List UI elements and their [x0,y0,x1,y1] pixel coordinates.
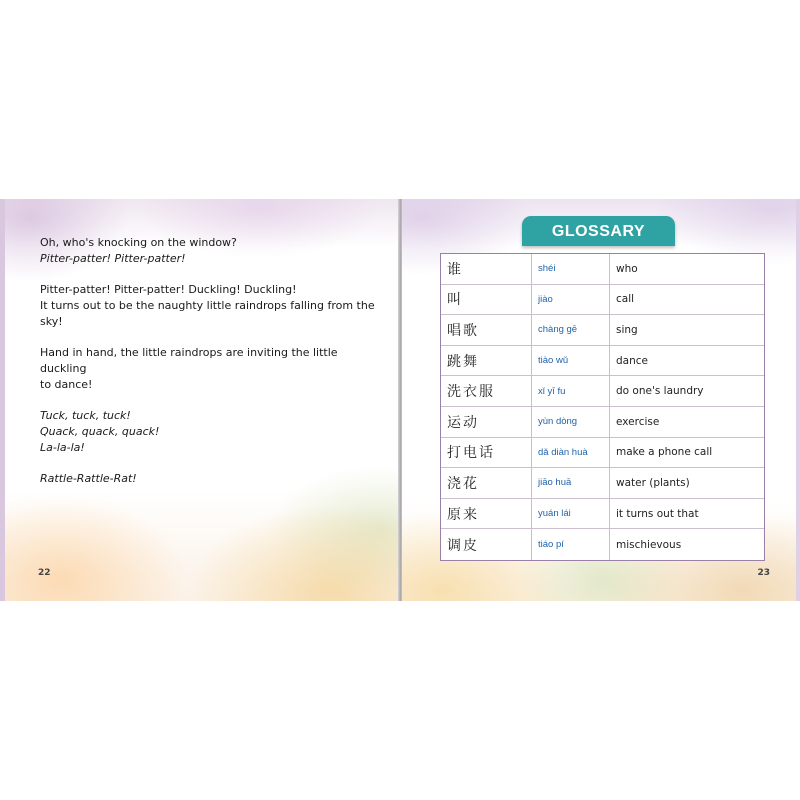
page-number: 23 [757,568,770,578]
glossary-english: it turns out that [609,499,764,529]
glossary-hanzi: 跳舞 [447,353,479,370]
glossary-pinyin: dǎ diàn huà [531,438,609,468]
glossary-row [441,376,764,407]
glossary-pinyin: xǐ yī fu [531,376,609,406]
story-line: Oh, who's knocking on the window? [40,236,237,249]
glossary-english: dance [609,346,764,376]
glossary-pinyin: yuán lái [531,499,609,529]
glossary-row [441,529,764,560]
book-spread [0,199,800,601]
glossary-hanzi: 浇花 [447,475,479,492]
glossary-hanzi: 运动 [447,414,479,431]
glossary-english: sing [609,315,764,345]
page-number: 22 [38,568,51,578]
glossary-pinyin: chàng gē [531,315,609,345]
glossary-hanzi: 谁 [447,261,463,278]
glossary-hanzi: 调皮 [447,537,479,554]
glossary-english: call [609,285,764,315]
glossary-hanzi: 打电话 [447,445,495,462]
glossary-row [441,438,764,469]
story-text [40,235,380,487]
glossary-row [441,468,764,499]
glossary-pinyin: jiào [531,285,609,315]
glossary-row [441,315,764,346]
glossary-row [441,407,764,438]
story-line: It turns out to be the naughty little raindrops falling from the [40,299,375,312]
story-line: to dance! [40,378,93,391]
glossary-hanzi: 洗衣服 [447,384,495,401]
glossary-hanzi: 叫 [447,292,463,309]
story-line: Rattle-Rattle-Rat! [40,472,137,485]
glossary-row [441,346,764,377]
glossary-hanzi: 原来 [447,506,479,523]
glossary-english: exercise [609,407,764,437]
glossary-english: make a phone call [609,438,764,468]
glossary-pinyin: tiáo pí [531,529,609,560]
story-line: Hand in hand, the little raindrops are inviting the little duckling [40,346,338,375]
glossary-pinyin: shéi [531,254,609,284]
story-line: sky! [40,315,63,328]
glossary-pinyin: jiāo huā [531,468,609,498]
glossary-english: mischievous [609,529,764,560]
glossary-pinyin: tiào wǔ [531,346,609,376]
glossary-table [440,253,765,561]
left-page [0,199,400,601]
story-line: Quack, quack, quack! [40,425,160,438]
glossary-hanzi: 唱歌 [447,322,479,339]
glossary-english: do one's laundry [609,376,764,406]
page-edge [796,199,800,601]
glossary-english: who [609,254,764,284]
glossary-row [441,499,764,530]
glossary-row [441,254,764,285]
story-line: La-la-la! [40,441,85,454]
glossary-row [441,285,764,316]
glossary-pinyin: yùn dòng [531,407,609,437]
glossary-english: water (plants) [609,468,764,498]
story-line: Tuck, tuck, tuck! [40,409,131,422]
right-page [402,199,800,601]
glossary-tab: GLOSSARY [522,216,675,246]
story-line: Pitter-patter! Pitter-patter! [40,252,186,265]
page-edge [0,199,5,601]
story-line: Pitter-patter! Pitter-patter! Duckling! Duckling! [40,283,297,296]
